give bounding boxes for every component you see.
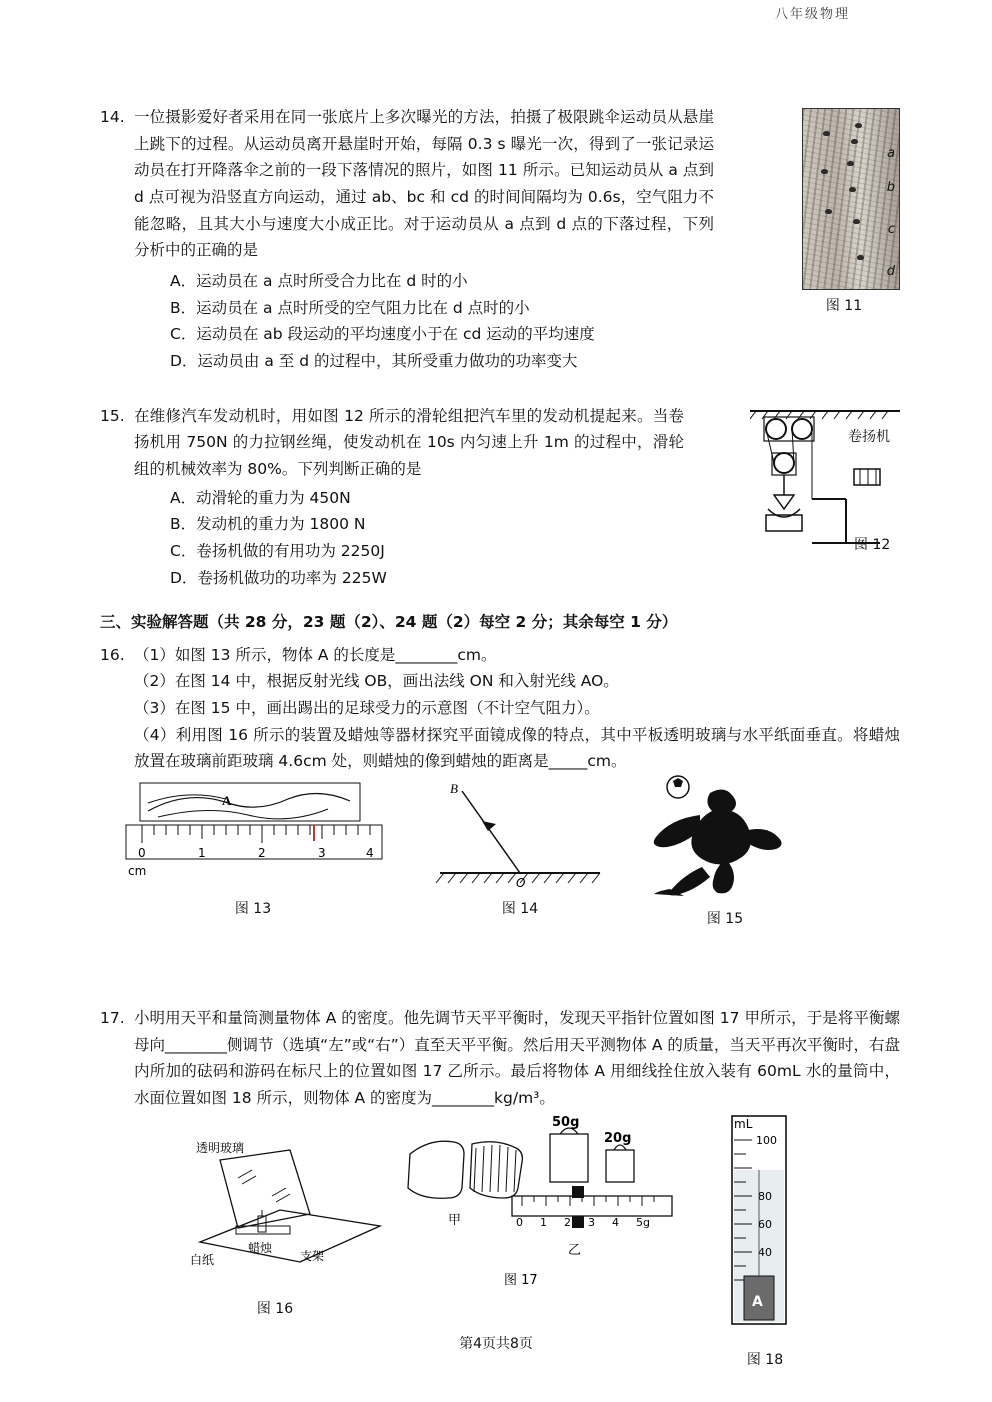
question-16-part-4: （4）利用图 16 所示的装置及蜡烛等器材探究平面镜成像的特点，其中平板透明玻璃与水平纸面垂直。将蜡烛放置在玻璃前距玻璃 4.6cm 处，则蜡烛的像到蜡烛的距离是_____cm。: [134, 725, 900, 771]
figure-13-tick-2: 2: [258, 846, 266, 861]
figure-16-label-paper: 白纸: [190, 1252, 215, 1267]
figure-13-tick-4: 4: [366, 846, 374, 861]
question-16-part-2: （2）在图 14 中，根据反射光线 OB，画出法线 ON 和入射光线 AO。: [134, 672, 619, 691]
figure-17-caption-text: 图 17: [504, 1272, 538, 1288]
figure-16-label-stand: 支架: [300, 1248, 325, 1263]
page-content: [100, 104, 900, 1378]
figure-18-svg: [710, 1110, 820, 1340]
question-15-number: 15.: [100, 406, 125, 425]
figure-15-svg: [640, 771, 810, 896]
figure-15: [640, 771, 810, 931]
question-14-option-b: B．运动员在 a 点时所受的空气阻力比在 d 点时的小: [170, 298, 530, 317]
figure-16-caption: 图 16: [256, 1301, 294, 1318]
question-16: [100, 642, 900, 991]
figure-17: [400, 1112, 680, 1321]
figure-17-label-yi: 乙: [568, 1242, 582, 1258]
figure-13-caption: 图 13: [234, 901, 272, 918]
figure-14-svg: [420, 781, 620, 891]
figure-17-scale-5: 5g: [636, 1215, 650, 1229]
figure-11-label-c: c: [887, 222, 895, 237]
figure-13: [118, 781, 388, 921]
figure-11-caption: 图 11: [825, 298, 863, 314]
figure-17-weight-50g: 50g: [552, 1114, 580, 1130]
figure-11-label-b: b: [886, 180, 895, 195]
figure-16: [160, 1122, 390, 1322]
question-15-option-d: D．卷扬机做功的功率为 225W: [170, 568, 387, 587]
figure-14-caption: 图 14: [501, 901, 539, 918]
question-15-option-c: C．卷扬机做的有用功为 2250J: [170, 541, 385, 560]
figure-17-scale-4: 4: [612, 1215, 619, 1229]
question-16-part-3: （3）在图 15 中，画出踢出的足球受力的示意图（不计空气阻力）。: [134, 699, 600, 718]
question-14-option-a: A．运动员在 a 点时所受合力比在 d 时的小: [170, 271, 468, 290]
figure-18-caption: 图 18: [746, 1352, 784, 1369]
figure-13-tick-0: 0: [138, 846, 146, 861]
figure-14: [420, 781, 620, 921]
figure-13-unit: cm: [128, 864, 147, 879]
figure-11-label-a: a: [887, 146, 895, 161]
figure-17-scale-0: 0: [516, 1215, 523, 1229]
figure-13-tick-1: 1: [198, 846, 206, 861]
figure-18-tick-60: 60: [758, 1217, 772, 1231]
figure-18-tick-100: 100: [756, 1133, 777, 1147]
figure-13-tick-3: 3: [318, 846, 326, 861]
page-footer: 第4页共8页: [459, 1335, 533, 1352]
figure-11-label-d: d: [886, 264, 895, 279]
figure-17-label-jia: 甲: [448, 1212, 462, 1228]
question-14: [100, 104, 900, 375]
question-15-option-a: A．动滑轮的重力为 450N: [170, 488, 351, 507]
figure-16-label-candle: 蜡烛: [248, 1240, 273, 1255]
figure-18-tick-40: 40: [758, 1245, 772, 1259]
figure-15-caption: 图 15: [706, 910, 744, 927]
figure-17-scale-3: 3: [588, 1215, 595, 1229]
question-14-number: 14.: [100, 108, 125, 126]
question-16-part-1: （1）如图 13 所示，物体 A 的长度是________cm。: [134, 645, 497, 664]
figure-13-svg: [118, 781, 388, 891]
figure-16-label-glass: 透明玻璃: [196, 1140, 245, 1155]
question-14-option-d: D．运动员由 a 至 d 的过程中，其所受重力做功的功率变大: [170, 351, 578, 370]
question-17-number: 17.: [100, 1009, 125, 1028]
question-14-option-c: C．运动员在 ab 段运动的平均速度小于在 cd 运动的平均速度: [170, 325, 595, 344]
question-17: [100, 1005, 900, 1372]
svg-text:A: A: [222, 793, 232, 809]
figure-12-caption: 图 12: [854, 536, 891, 553]
figure-17-scale-1: 1: [540, 1215, 547, 1229]
question-15: [100, 403, 900, 592]
question-15-stem: 在维修汽车发动机时，用如图 12 所示的滑轮组把汽车里的发动机提起来。当卷扬机用 750N 的力拉钢丝绳，使发动机在 10s 内匀速上升 1m 的过程中，滑轮组的机械效率为 80%。下列判断正确的是: [134, 406, 684, 478]
question-17-stem: 小明用天平和量筒测量物体 A 的密度。他先调节天平平衡时，发现天平指针位置如图 17 甲所示，于是将平衡螺母向________侧调节（选填“左”或“右”）直至天平平衡。然后用天平测物体 A 的质量，当天平再次平衡时，右盘内所加的砝码和游码在标尺上的位置如图 17 乙所示。最后将物体 A 用细线拴住放入装有 60mL 水的量筒中，水面位置如图 18 所示，则物体 A 的密度为________kg/m³。: [134, 1009, 900, 1108]
question-15-option-b: B．发动机的重力为 1800 N: [170, 515, 366, 534]
figure-14-point-label: O: [516, 876, 526, 891]
figure-17-svg: [400, 1112, 680, 1312]
figure-11-image: [802, 108, 900, 290]
figure-17-weight-20g: 20g: [604, 1130, 632, 1146]
figure-16-svg: [160, 1122, 390, 1287]
figure-14-ray-label: B: [450, 781, 458, 797]
figure-12-image: [750, 403, 900, 563]
question-16-number: 16.: [100, 645, 125, 664]
question-14-stem: 一位摄影爱好者采用在同一张底片上多次曝光的方法，拍摄了极限跳伞运动员从悬崖上跳下的过程。从运动员离开悬崖时开始，每隔 0.3 s 曝光一次，得到了一张记录运动员在打开降落伞之前的一段下落情况的照片，如图 11 所示。已知运动员从 a 点到 d 点可视为沿竖直方向运动，通过 ab、bc 和 cd 的时间间隔均为 0.6s，空气阻力不能忽略，且其大小与速度大小成正比。对于运动员从 a 点到 d 点的下落过程，下列分析中的正确的是: [134, 108, 714, 260]
section-3-title: 三、实验解答题（共 28 分，23 题（2）、24 题（2）每空 2 分；其余每空 1 分）: [100, 613, 678, 632]
figure-17-scale-2: 2: [564, 1215, 571, 1229]
figure-12-winch-label: 卷扬机: [848, 428, 890, 445]
figure-18-tick-80: 80: [758, 1189, 772, 1203]
figure-18-object-label: A: [752, 1293, 763, 1310]
question-16-figures: [100, 781, 900, 991]
figure-18-unit: mL: [734, 1116, 753, 1131]
page-top-mark: 八年级物理: [775, 7, 851, 22]
